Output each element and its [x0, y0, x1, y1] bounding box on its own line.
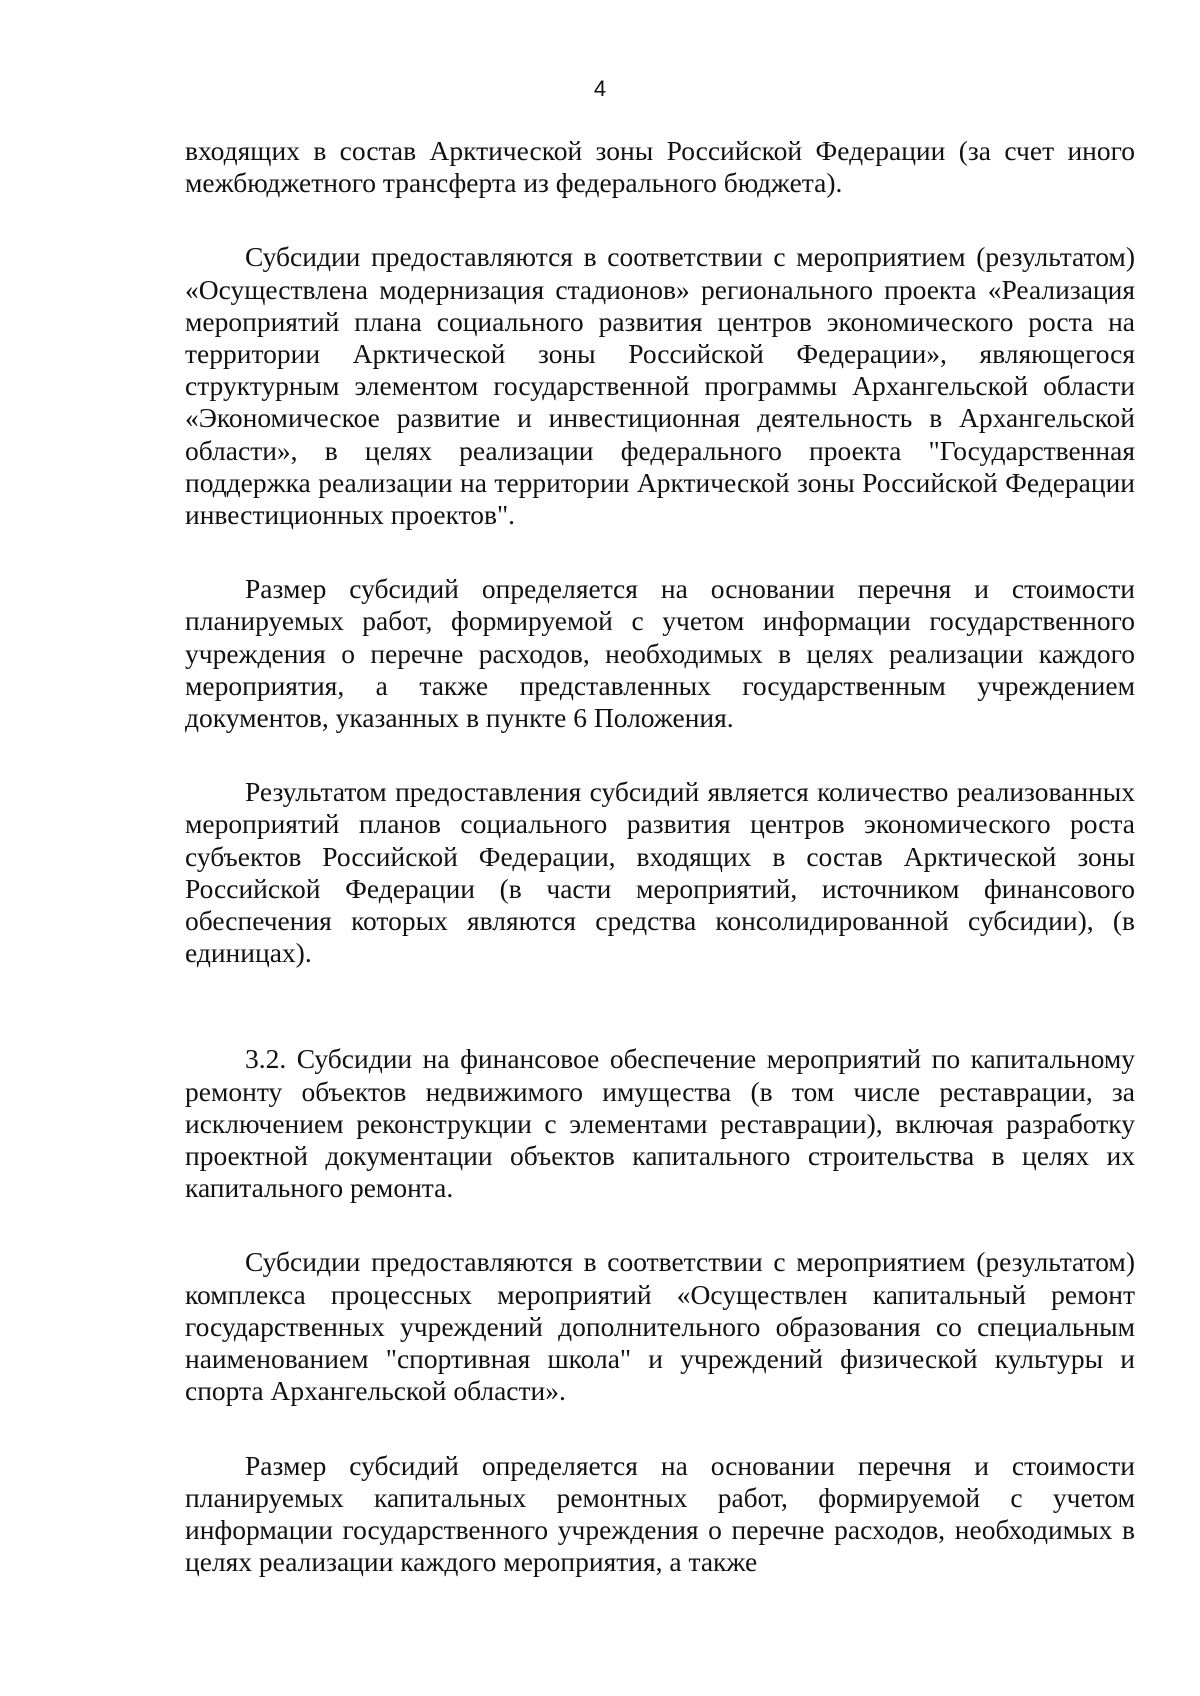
paragraph-subsidy-capital-repair: Субсидии предоставляются в соответствии с мероприятием (результатом) комплекса процессных мероприятий «Осуществлен капитальный ремонт государственных учреждений дополнительного образования со специальным наименованием "спортивная школа" и учреждений физической культуры и спорта Архангельской области».: [185, 1246, 1135, 1407]
paragraph-subsidy-amount-repair: Размер субсидий определяется на основании перечня и стоимости планируемых капитальных ремонтных работ, формируемой с учетом информации государственного учреждения о перечне расходов, необходимых в целях реализации каждого мероприятия, а также: [185, 1449, 1135, 1578]
paragraph-subsidy-amount: Размер субсидий определяется на основании перечня и стоимости планируемых работ, формируемой с учетом информации государственного учреждения о перечне расходов, необходимых в целях реализации каждого мероприятия, а также представленных государственным учреждением документов, указанных в пункте 6 Положения.: [185, 573, 1135, 734]
paragraph-subsidy-stadium-modernization: Субсидии предоставляются в соответствии с мероприятием (результатом) «Осуществлена модернизация стадионов» регионального проекта «Реализация мероприятий плана социального развития центров экономического роста на территории Арктической зоны Российской Федерации», являющегося структурным элементом государственной программы Архангельской области «Экономическое развитие и инвестиционная деятельность в Архангельской области», в целях реализации федерального проекта "Государственная поддержка реализации на территории Арктической зоны Российской Федерации инвестиционных проектов".: [185, 241, 1135, 531]
document-body: [185, 135, 1135, 1578]
paragraph-continuation: входящих в состав Арктической зоны Российской Федерации (за счет иного межбюджетного трансферта из федерального бюджета).: [185, 135, 1135, 199]
paragraph-section-3-2: 3.2. Субсидии на финансовое обеспечение мероприятий по капитальному ремонту объектов недвижимого имущества (в том числе реставрации, за исключением реконструкции с элементами реставрации), включая разработку проектной документации объектов капитального строительства в целях их капитального ремонта.: [185, 1043, 1135, 1204]
paragraph-subsidy-result: Результатом предоставления субсидий является количество реализованных мероприятий планов социального развития центров экономического роста субъектов Российской Федерации, входящих в состав Арктической зоны Российской Федерации (в части мероприятий, источником финансового обеспечения которых являются средства консолидированной субсидии), (в единицах).: [185, 776, 1135, 969]
page-number: 4: [593, 76, 607, 101]
